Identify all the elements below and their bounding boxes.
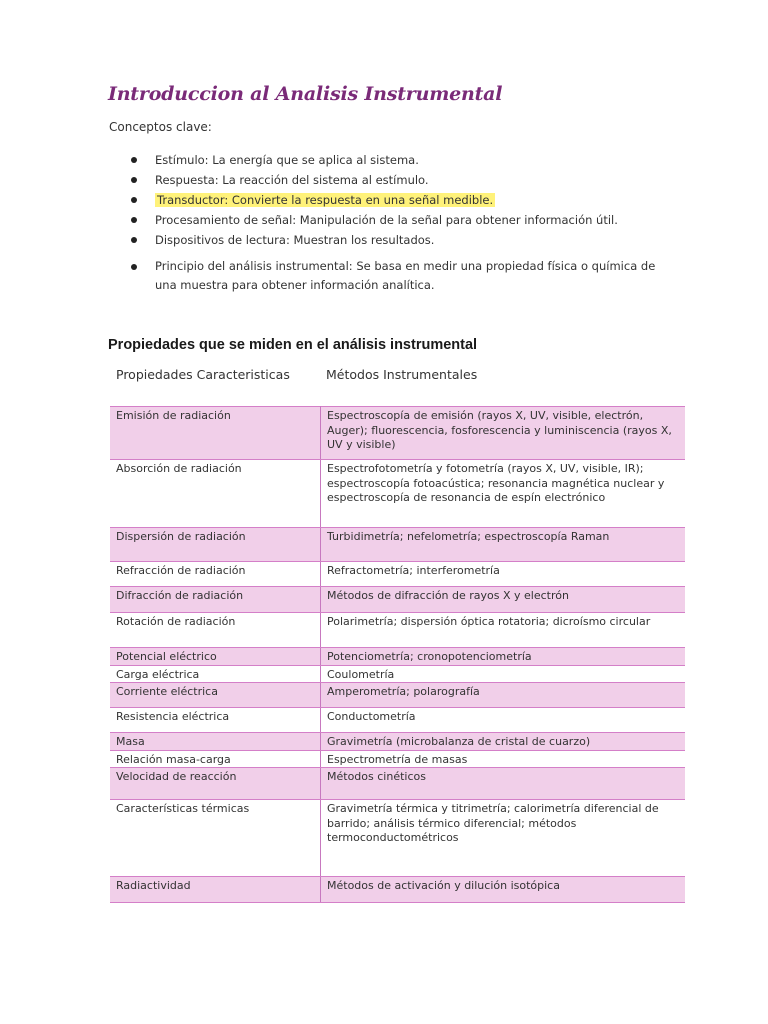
table-cell-method: Coulometría	[321, 665, 686, 683]
table-cell-method: Espectrofotometría y fotometría (rayos X, UV, visible, IR); espectroscopía fotoacústica; resonancia magnética nuclear y espectroscopía de resonancia de espín electrónico	[321, 460, 686, 528]
table-cell-property: Refracción de radiación	[110, 562, 321, 587]
table-cell-property: Masa	[110, 733, 321, 751]
list-item: Principio del análisis instrumental: Se basa en medir una propiedad física o química de una muestra para obtener información analítica.	[131, 257, 671, 295]
table-row	[110, 733, 685, 751]
table-cell-property: Radiactividad	[110, 877, 321, 903]
bullet-icon	[131, 237, 137, 243]
list-item: Procesamiento de señal: Manipulación de la señal para obtener información útil.	[131, 210, 671, 230]
table-row	[110, 648, 685, 666]
bullet-icon	[131, 157, 137, 163]
table-row	[110, 407, 685, 460]
table-cell-method: Métodos de activación y dilución isotópica	[321, 877, 686, 903]
table-row	[110, 562, 685, 587]
table-cell-method: Turbidimetría; nefelometría; espectroscopía Raman	[321, 528, 686, 562]
properties-table	[110, 406, 685, 903]
list-item: Dispositivos de lectura: Muestran los resultados.	[131, 230, 671, 250]
table-cell-method: Gravimetría (microbalanza de cristal de cuarzo)	[321, 733, 686, 751]
table-cell-method: Conductometría	[321, 708, 686, 733]
table-cell-method: Métodos de difracción de rayos X y electrón	[321, 587, 686, 613]
bullet-icon	[131, 217, 137, 223]
bullet-icon	[131, 264, 137, 270]
table-row	[110, 460, 685, 528]
bullet-icon	[131, 197, 137, 203]
bullet-icon	[131, 177, 137, 183]
table-cell-method: Polarimetría; dispersión óptica rotatoria; dicroísmo circular	[321, 613, 686, 648]
table-cell-property: Difracción de radiación	[110, 587, 321, 613]
table-row	[110, 587, 685, 613]
table-row	[110, 665, 685, 683]
table-row	[110, 528, 685, 562]
table-row	[110, 683, 685, 708]
table-cell-property: Emisión de radiación	[110, 407, 321, 460]
table-cell-property: Absorción de radiación	[110, 460, 321, 528]
table-cell-property: Corriente eléctrica	[110, 683, 321, 708]
table-cell-property: Potencial eléctrico	[110, 648, 321, 666]
table-row	[110, 708, 685, 733]
table-cell-property: Velocidad de reacción	[110, 768, 321, 800]
table-cell-property: Rotación de radiación	[110, 613, 321, 648]
table-row	[110, 613, 685, 648]
list-item: Estímulo: La energía que se aplica al sistema.	[131, 150, 671, 170]
table-row	[110, 768, 685, 800]
column-header-properties: Propiedades Caracteristicas	[116, 367, 290, 382]
list-item: Respuesta: La reacción del sistema al estímulo.	[131, 170, 671, 190]
table-row	[110, 877, 685, 903]
concept-list	[131, 150, 671, 295]
table-cell-method: Refractometría; interferometría	[321, 562, 686, 587]
table-cell-method: Gravimetría térmica y titrimetría; calorimetría diferencial de barrido; análisis térmico diferencial; métodos termoconductométricos	[321, 800, 686, 877]
highlighted-text: Transductor: Convierte la respuesta en una señal medible.	[157, 193, 494, 207]
table-cell-method: Espectrometría de masas	[321, 750, 686, 768]
column-header-methods: Métodos Instrumentales	[326, 367, 478, 382]
table-row	[110, 800, 685, 877]
table-cell-method: Métodos cinéticos	[321, 768, 686, 800]
intro-label: Conceptos clave:	[109, 120, 212, 134]
list-item	[131, 190, 671, 210]
table-cell-method: Espectroscopía de emisión (rayos X, UV, visible, electrón, Auger); fluorescencia, fosforescencia y luminiscencia (rayos X, UV y visible)	[321, 407, 686, 460]
table-cell-method: Potenciometría; cronopotenciometría	[321, 648, 686, 666]
table-cell-property: Carga eléctrica	[110, 665, 321, 683]
table-cell-property: Dispersión de radiación	[110, 528, 321, 562]
page-title: Introduccion al Analisis Instrumental	[108, 83, 503, 105]
table-cell-property: Resistencia eléctrica	[110, 708, 321, 733]
section-heading: Propiedades que se miden en el análisis instrumental	[108, 337, 478, 353]
table-cell-property: Relación masa-carga	[110, 750, 321, 768]
table-cell-method: Amperometría; polarografía	[321, 683, 686, 708]
table-cell-property: Características térmicas	[110, 800, 321, 877]
table-row	[110, 750, 685, 768]
